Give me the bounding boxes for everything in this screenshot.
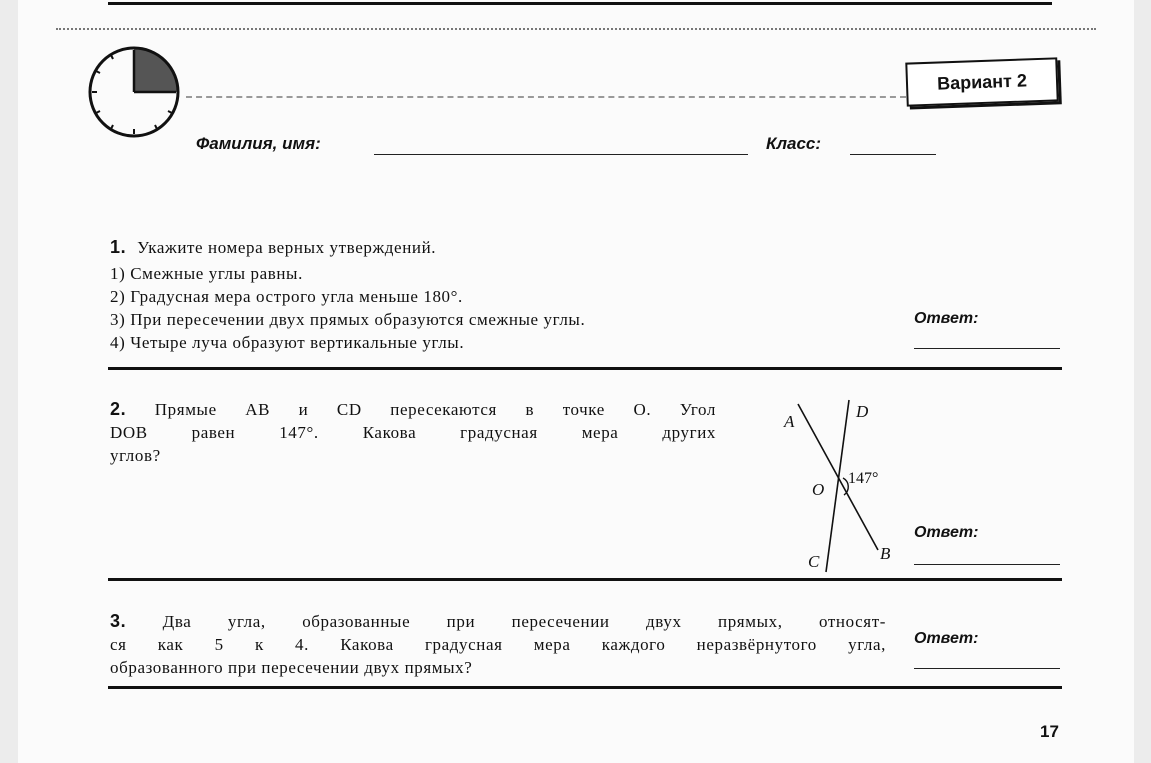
question-2: [110, 398, 716, 467]
class-field[interactable]: [850, 154, 936, 155]
intersecting-lines-figure: [758, 392, 918, 582]
question-1-prompt: Укажите номера верных утверждений.: [137, 238, 437, 257]
label-c: C: [808, 552, 820, 571]
header-dashed-line: [186, 96, 906, 98]
question-1-answer-field[interactable]: [914, 348, 1060, 349]
worksheet-page: [18, 0, 1134, 763]
question-3-line: [110, 610, 886, 633]
question-1-number: 1.: [110, 237, 127, 257]
cut-line: [56, 28, 1096, 30]
question-3-text-line-1: Два угла, образованные при пересечении двух прямых, относят-: [162, 612, 886, 631]
label-o: O: [812, 480, 825, 499]
label-d: D: [856, 402, 869, 421]
question-2-answer-field[interactable]: [914, 564, 1060, 565]
question-2-text-line-2: DOB равен 147°. Какова градусная мера других: [110, 423, 716, 442]
label-a: A: [784, 412, 795, 431]
question-2-text-line-1: Прямые AB и CD пересекаются в точке O. Угол: [154, 400, 716, 419]
name-field[interactable]: [374, 154, 748, 155]
question-1-answer-label: Ответ:: [914, 310, 979, 327]
question-1-option: 3) При пересечении двух прямых образуются смежные углы.: [110, 310, 586, 329]
label-b: B: [880, 544, 891, 563]
top-rule: [108, 2, 1052, 5]
question-1-option: 1) Смежные углы равны.: [110, 264, 303, 283]
question-1-option: 4) Четыре луча образуют вертикальные углы.: [110, 333, 465, 352]
question-3-number: 3.: [110, 611, 127, 631]
page-number: 17: [1040, 722, 1059, 741]
line-cd: [826, 400, 849, 572]
variant-label: Вариант 2: [936, 69, 1028, 94]
variant-box: [905, 57, 1058, 106]
question-3-divider: [108, 686, 1062, 689]
question-1-options: [110, 262, 910, 354]
name-label: Фамилия, имя:: [196, 134, 321, 153]
class-label: Класс:: [766, 134, 822, 153]
question-1-divider: [108, 367, 1062, 370]
angle-label: 147°: [848, 470, 879, 487]
question-1-option: 2) Градусная мера острого угла меньше 180°.: [110, 287, 463, 306]
question-3-text-line-2: ся как 5 к 4. Какова градусная мера каждого неразвёрнутого угла,: [110, 635, 886, 654]
question-3-answer-field[interactable]: [914, 668, 1060, 669]
question-1-prompt-line: [110, 236, 910, 259]
question-3-text-line-3: образованного при пересечении двух прямых?: [110, 658, 473, 677]
question-2-answer-label: Ответ:: [914, 524, 979, 541]
question-1: [110, 236, 910, 354]
question-2-number: 2.: [110, 399, 127, 419]
question-3-answer-label: Ответ:: [914, 630, 979, 647]
question-2-divider: [108, 578, 1062, 581]
question-2-text-line-3: углов?: [110, 446, 161, 465]
clock-icon: [84, 42, 184, 142]
question-2-line: [110, 398, 716, 421]
question-3: [110, 610, 886, 679]
